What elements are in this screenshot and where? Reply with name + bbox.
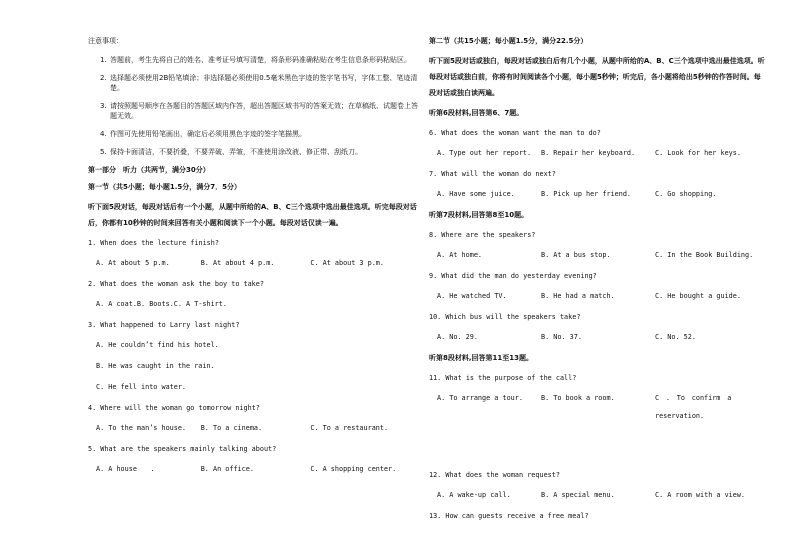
right-column (429, 36, 765, 531)
notice-text: 选择题必须使用2B铅笔填涂；非选择题必须使用0.5毫米黑色字迹的签字笔书写，字体工整、笔迹清楚。 (110, 74, 418, 92)
option-c: C. He fell into water. (96, 383, 187, 391)
option-row (437, 393, 765, 425)
notice-item (88, 101, 418, 121)
option-a: A. No. 29. (437, 333, 478, 341)
question: 1. When does the lecture finish? (88, 239, 219, 247)
option-row (437, 291, 765, 301)
option-c: C. A shopping center. (310, 465, 397, 473)
option-c: C. Look for her keys. (655, 149, 741, 157)
notice-number: 5. (100, 148, 107, 156)
question: 9. What did the man do yesterday evening? (429, 272, 597, 280)
question: 3. What happened to Larry last night? (88, 321, 240, 329)
question: 12. What does the woman request? (429, 471, 560, 479)
option-c: C. A T-shirt. (173, 300, 227, 308)
blank-space (429, 436, 765, 470)
option-b: B. An office. (200, 465, 254, 473)
notice-title: 注意事项： (88, 37, 123, 45)
option-a: A. Have some juice. (437, 190, 515, 198)
option-row (96, 258, 418, 268)
notice-number: 3. (100, 102, 107, 110)
listening-group-header: 听第7段材料,回答第8至10题。 (429, 211, 529, 219)
option-c: C. At about 3 p.m. (310, 259, 384, 267)
option-b: B. Pick up her friend. (541, 190, 632, 198)
notice-item (88, 147, 418, 157)
option-row (437, 490, 765, 500)
question: 8. Where are the speakers? (429, 231, 536, 239)
option-a: A. At about 5 p.m. (96, 259, 170, 267)
option-row (96, 423, 418, 433)
question: 13. How can guests receive a free meal? (429, 512, 589, 520)
question: 6. What does the woman want the man to do? (429, 129, 601, 137)
option-b: B. No. 37. (541, 333, 582, 341)
option-row (437, 148, 765, 158)
notice-item (88, 73, 418, 93)
option-a: A. He watched TV. (437, 292, 507, 300)
left-column (88, 36, 418, 485)
option-a: A. A coat. (96, 300, 137, 308)
option-c: C. In the Book Building. (655, 251, 754, 259)
notice-text: 请按照题号顺序在各题目的答题区域内作答，超出答题区域书写的答案无效；在草稿纸、试题卷上答题无效。 (110, 102, 418, 120)
section-instructions: 听下面5段对话或独白，每段对话或独白后有几个小题，从题中所给的A、B、C三个选项中选出最佳选项。听每段对话或独白前，你将有时间阅读各个小题，每小题5秒钟；听完后，各小题将给出5秒钟的作答时间。每段对话或独白读两遍。 (429, 57, 765, 97)
question: 10. Which bus will the speakers take? (429, 313, 581, 321)
option-b: B. A special menu. (541, 491, 615, 499)
notice-number: 2. (100, 74, 107, 82)
option-c: C. To a restaurant. (310, 424, 389, 432)
option-row (96, 464, 418, 474)
option-a: A. Type out her report. (437, 149, 532, 157)
notice-item (88, 55, 418, 65)
question: 7. What will the woman do next? (429, 170, 556, 178)
option-b: B. To book a room. (541, 394, 615, 402)
notice-text: 答题前，考生先将自己的姓名、准考证号填写清楚，将条形码准确粘贴在考生信息条形码粘贴区。 (110, 56, 411, 64)
option-row (437, 332, 765, 342)
question: 2. What does the woman ask the boy to take? (88, 280, 264, 288)
notice-number: 4. (100, 130, 107, 138)
option-b: B. Boots. (136, 300, 174, 308)
question: 4. Where will the woman go tomorrow night? (88, 404, 260, 412)
section-heading: 第一节（共5小题；每小题1.5分，满分7．5分） (88, 183, 242, 191)
option-a: A. To the man’s house. (96, 424, 187, 432)
notice-number: 1. (100, 56, 107, 64)
option-a: A. A house . (96, 465, 155, 473)
option-c: C. A room with a view. (655, 491, 746, 499)
option-b: B. At about 4 p.m. (200, 259, 275, 267)
option-b: B. At a bus stop. (541, 251, 611, 259)
listening-group-header: 听第6段材料,回答第6、7题。 (429, 109, 524, 117)
notice-item (88, 129, 418, 139)
option-b: B. Repair her keyboard. (541, 149, 636, 157)
option-a: A. A wake-up call. (437, 491, 511, 499)
option-c: C. No. 52. (655, 333, 696, 341)
section-heading: 第二节（共15小题；每小题1.5分，满分22.5分） (429, 37, 588, 45)
part-heading: 第一部分 听力（共两节，满分30分） (88, 166, 210, 174)
option-row (96, 299, 418, 309)
option-c: C. Go shopping. (655, 190, 717, 198)
option-row (437, 189, 765, 199)
option-c: C . To confirm a reservation. (655, 394, 732, 420)
section-instructions: 听下面5段对话，每段对话后有一个小题，从题中所给的A、B、C三个选项中选出最佳选项。听完每段对话后，你都有10秒钟的时间来回答有关小题和阅读下一个小题。每段对话仅读一遍。 (88, 203, 417, 227)
option-a: A. To arrange a tour. (437, 394, 523, 402)
option-a: A. At home. (437, 251, 483, 259)
question: 11. What is the purpose of the call? (429, 374, 577, 382)
option-a: A. He couldn’t find his hotel. (96, 341, 219, 349)
notice-text: 作图可先使用铅笔画出，确定后必须用黑色字迹的签字笔描黑。 (110, 130, 306, 138)
question: 5. What are the speakers mainly talking about? (88, 445, 277, 453)
option-c: C. He bought a guide. (655, 292, 741, 300)
option-b: B. He was caught in the rain. (96, 362, 215, 370)
option-b: B. He had a match. (541, 292, 615, 300)
option-b: B. To a cinema. (200, 424, 263, 432)
notice-text: 保持卡面清洁，不要折叠，不要弄破、弄皱，不准使用涂改液、修正带、刮纸刀。 (110, 148, 362, 156)
option-row (437, 250, 765, 260)
listening-group-header: 听第8段材料,回答第11至13题。 (429, 354, 534, 362)
